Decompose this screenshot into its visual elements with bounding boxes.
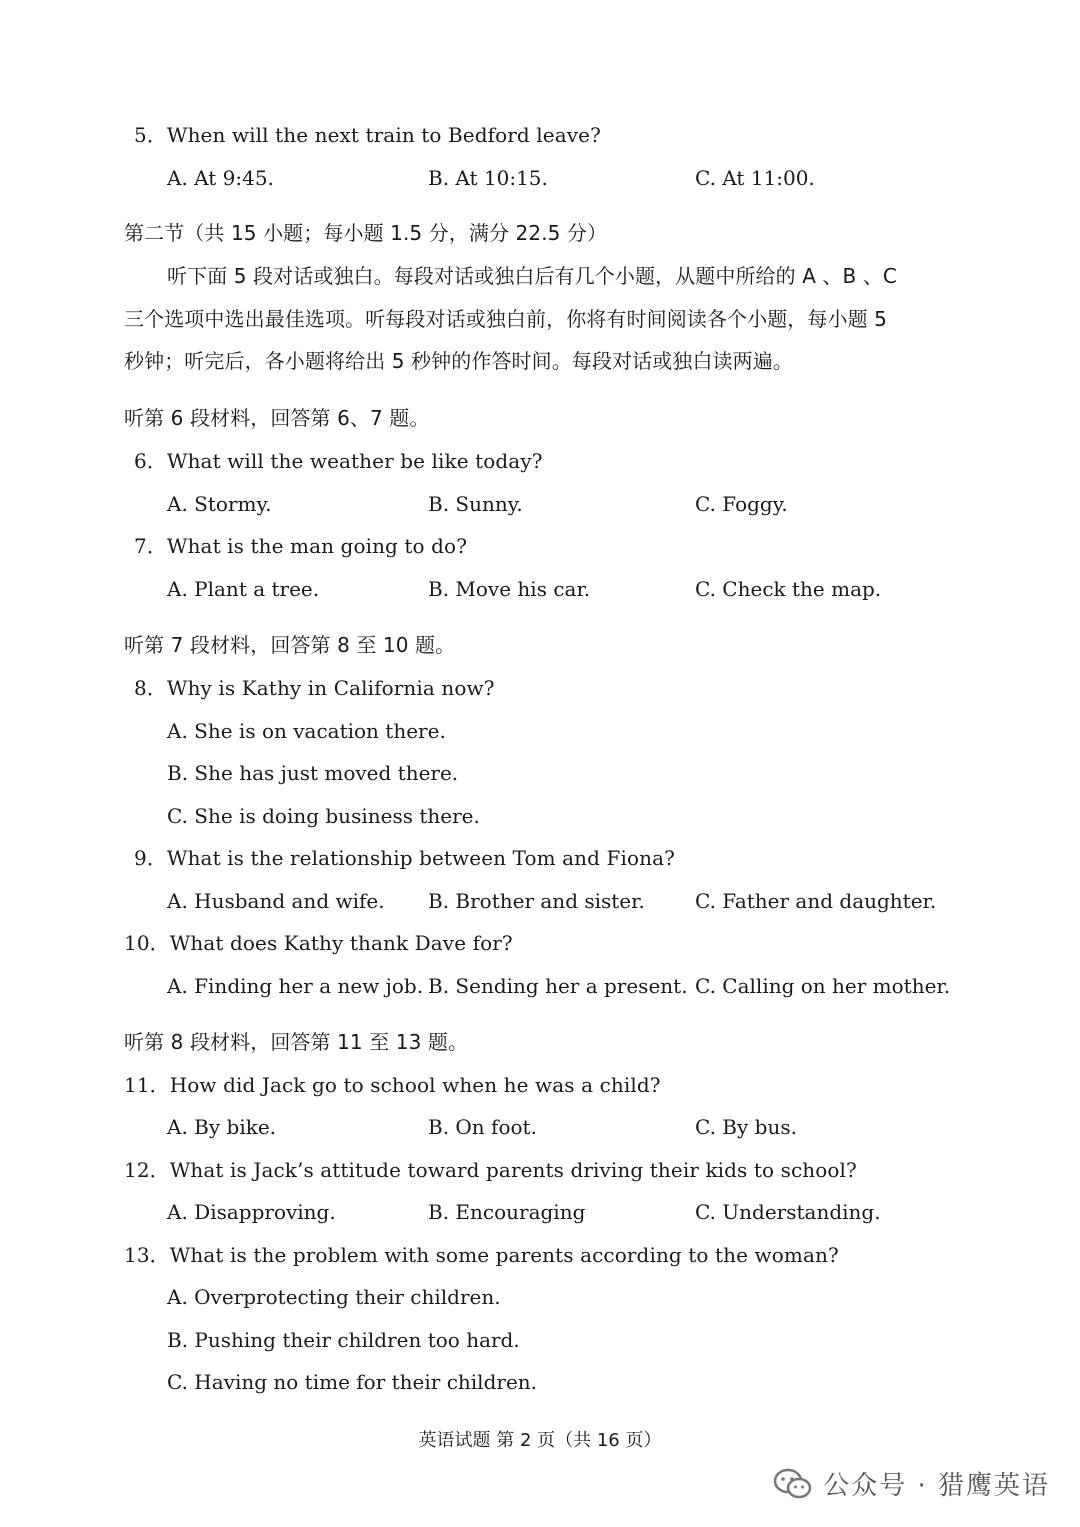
question-10-option-a: A. Finding her a new job. — [167, 974, 424, 998]
question-9-option-b: B. Brother and sister. — [428, 889, 645, 913]
question-9-stem: 9．What is the relationship between Tom and Fiona? — [134, 846, 675, 870]
question-5-option-a: A. At 9:45. — [167, 166, 274, 190]
section-2-instruction-line-2: 三个选项中选出最佳选项。听每段对话或独白前，你将有时间阅读各个小题，每小题 5 — [124, 307, 887, 331]
question-12-option-b: B. Encouraging — [428, 1200, 586, 1224]
question-7-stem: 7．What is the man going to do? — [134, 534, 468, 558]
question-6-stem: 6．What will the weather be like today? — [134, 449, 543, 473]
material-7-heading: 听第 7 段材料，回答第 8 至 10 题。 — [124, 633, 456, 657]
question-10-option-b: B. Sending her a present. — [428, 974, 688, 998]
question-12-option-c: C. Understanding. — [695, 1200, 881, 1224]
question-7-option-a: A. Plant a tree. — [167, 577, 320, 601]
question-6-option-c: C. Foggy. — [695, 492, 788, 516]
material-8-heading: 听第 8 段材料，回答第 11 至 13 题。 — [124, 1030, 469, 1054]
question-11-option-c: C. By bus. — [695, 1115, 797, 1139]
question-5-option-c: C. At 11:00. — [695, 166, 815, 190]
question-6-option-b: B. Sunny. — [428, 492, 523, 516]
question-9-option-c: C. Father and daughter. — [695, 889, 937, 913]
question-13-option-a: A. Overprotecting their children. — [167, 1285, 501, 1309]
question-13-stem: 13．What is the problem with some parents according to the woman? — [124, 1243, 839, 1267]
section-2-instruction-line-1: 听下面 5 段对话或独白。每段对话或独白后有几个小题，从题中所给的 A 、B 、C — [167, 264, 897, 288]
question-13-option-b: B. Pushing their children too hard. — [167, 1328, 520, 1352]
question-11-stem: 11．How did Jack go to school when he was a child? — [124, 1073, 661, 1097]
question-8-option-c: C. She is doing business there. — [167, 804, 480, 828]
question-10-option-c: C. Calling on her mother. — [695, 974, 951, 998]
question-11-option-a: A. By bike. — [167, 1115, 277, 1139]
watermark — [773, 1465, 1050, 1502]
question-12-stem: 12．What is Jack’s attitude toward parents driving their kids to school? — [124, 1158, 857, 1182]
question-8-option-b: B. She has just moved there. — [167, 761, 459, 785]
material-6-heading: 听第 6 段材料，回答第 6、7 题。 — [124, 406, 430, 430]
question-8-stem: 8．Why is Kathy in California now? — [134, 676, 495, 700]
question-10-stem: 10．What does Kathy thank Dave for? — [124, 931, 513, 955]
question-8-option-a: A. She is on vacation there. — [167, 719, 446, 743]
watermark-text: 公众号 · 猎鹰英语 — [823, 1471, 1050, 1501]
question-5-option-b: B. At 10:15. — [428, 166, 548, 190]
question-7-option-c: C. Check the map. — [695, 577, 882, 601]
section-2-heading: 第二节（共 15 小题；每小题 1.5 分，满分 22.5 分） — [124, 221, 608, 245]
question-6-option-a: A. Stormy. — [167, 492, 272, 516]
question-12-option-a: A. Disapproving. — [167, 1200, 336, 1224]
question-9-option-a: A. Husband and wife. — [167, 889, 385, 913]
question-11-option-b: B. On foot. — [428, 1115, 537, 1139]
page-footer: 英语试题 第 2 页（共 16 页） — [418, 1430, 662, 1451]
question-7-option-b: B. Move his car. — [428, 577, 591, 601]
section-2-instruction-line-3: 秒钟；听完后，各小题将给出 5 秒钟的作答时间。每段对话或独白读两遍。 — [124, 349, 793, 373]
question-5-stem: 5．When will the next train to Bedford leave? — [134, 123, 601, 147]
wechat-icon — [773, 1468, 813, 1500]
question-13-option-c: C. Having no time for their children. — [167, 1370, 538, 1394]
